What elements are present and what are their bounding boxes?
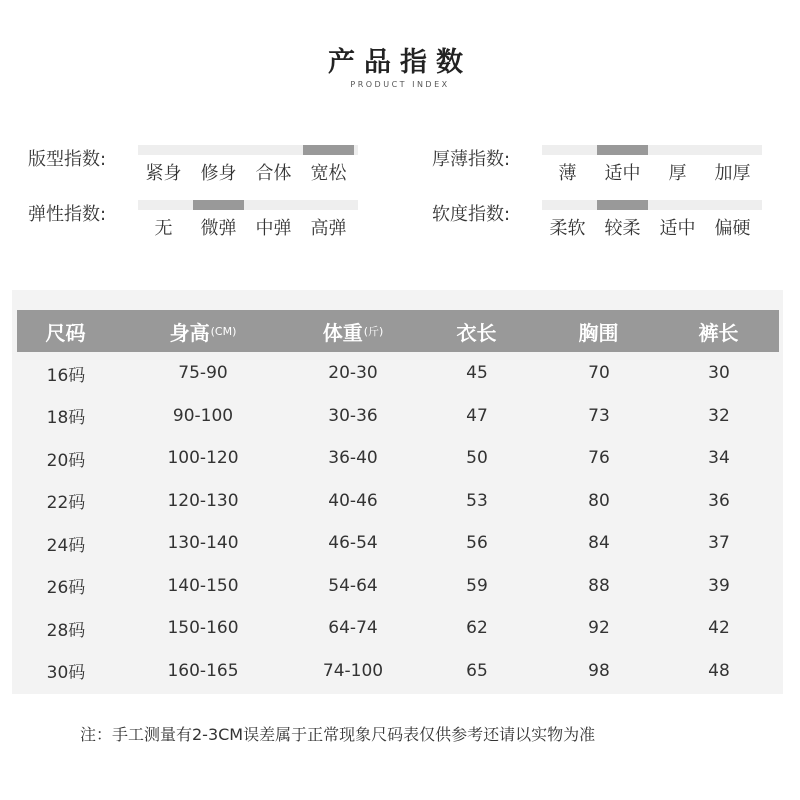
table-cell: 32 — [708, 405, 730, 426]
index-option: 较柔 — [604, 218, 641, 239]
index-selected-marker — [597, 200, 648, 210]
index-scale — [138, 200, 358, 250]
index-option: 柔软 — [549, 218, 586, 239]
table-cell: 36-40 — [328, 448, 378, 469]
footer-note: 注：手工测量有2-3CM误差属于正常现象尺码表仅供参考还请以实物为准 — [80, 725, 596, 744]
index-selected-marker — [193, 200, 244, 210]
table-cell: 80 — [588, 490, 610, 511]
header-cell-weight: 体重 (斤) — [322, 320, 384, 345]
table-cell: 16码 — [46, 365, 86, 386]
table-cell: 24码 — [46, 535, 86, 556]
table-row — [17, 437, 779, 480]
index-option: 微弹 — [200, 218, 237, 239]
table-cell: 48 — [708, 660, 730, 681]
table-cell: 46-54 — [328, 533, 378, 554]
table-cell: 130-140 — [167, 533, 239, 554]
table-cell: 39 — [708, 575, 730, 596]
index-track — [542, 145, 762, 155]
index-option: 无 — [154, 218, 173, 239]
table-cell: 42 — [708, 618, 730, 639]
table-cell: 53 — [466, 490, 488, 511]
table-cell: 22码 — [46, 493, 86, 514]
page-subtitle: PRODUCT INDEX — [350, 80, 450, 89]
table-cell: 65 — [466, 660, 488, 681]
size-table-body — [17, 352, 779, 692]
index-scale — [542, 145, 762, 195]
index-option: 合体 — [255, 163, 292, 184]
table-cell: 30码 — [46, 663, 86, 684]
index-option: 偏硬 — [714, 218, 751, 239]
table-cell: 20码 — [46, 450, 86, 471]
table-cell: 160-165 — [167, 660, 239, 681]
table-cell: 64-74 — [328, 618, 378, 639]
index-option: 适中 — [659, 218, 696, 239]
index-selected-marker — [597, 145, 648, 155]
header-cell-chest: 胸围 — [578, 320, 619, 345]
table-cell: 90-100 — [172, 405, 234, 426]
header-cell-top-length: 衣长 — [456, 320, 497, 345]
index-label: 厚薄指数: — [432, 149, 511, 170]
index-option: 加厚 — [714, 163, 751, 184]
table-cell: 120-130 — [167, 490, 239, 511]
table-cell: 59 — [466, 575, 488, 596]
header-cell-pants-length: 裤长 — [698, 320, 739, 345]
table-cell: 75-90 — [178, 363, 228, 384]
table-cell: 100-120 — [167, 448, 239, 469]
table-cell: 47 — [466, 405, 488, 426]
table-cell: 30 — [708, 363, 730, 384]
table-cell: 62 — [466, 618, 488, 639]
table-row — [17, 650, 779, 693]
index-track — [542, 200, 762, 210]
index-option: 薄 — [558, 163, 577, 184]
index-option: 中弹 — [255, 218, 292, 239]
table-cell: 45 — [466, 363, 488, 384]
index-option: 厚 — [668, 163, 687, 184]
table-cell: 34 — [708, 448, 730, 469]
table-cell: 76 — [588, 448, 610, 469]
index-option: 紧身 — [145, 163, 182, 184]
table-cell: 50 — [466, 448, 488, 469]
table-cell: 26码 — [46, 578, 86, 599]
header-cell-height: 身高 (CM) — [169, 320, 237, 345]
table-cell: 140-150 — [167, 575, 239, 596]
index-label: 版型指数: — [28, 149, 107, 170]
index-option: 适中 — [604, 163, 641, 184]
header-cell-size: 尺码 — [45, 320, 86, 345]
table-cell: 92 — [588, 618, 610, 639]
table-cell: 30-36 — [328, 405, 378, 426]
table-cell: 28码 — [46, 620, 86, 641]
table-cell: 73 — [588, 405, 610, 426]
table-cell: 84 — [588, 533, 610, 554]
index-option: 修身 — [200, 163, 237, 184]
table-cell: 37 — [708, 533, 730, 554]
index-scale — [542, 200, 762, 250]
table-row — [17, 565, 779, 608]
index-label: 软度指数: — [432, 204, 511, 225]
table-row — [17, 352, 779, 395]
table-cell: 88 — [588, 575, 610, 596]
table-row — [17, 522, 779, 565]
table-cell: 36 — [708, 490, 730, 511]
table-cell: 70 — [588, 363, 610, 384]
index-scale — [138, 145, 358, 195]
table-row — [17, 480, 779, 523]
index-track — [138, 200, 358, 210]
table-cell: 98 — [588, 660, 610, 681]
size-table — [17, 310, 779, 692]
page-title: 产品指数 — [328, 47, 472, 78]
table-cell: 20-30 — [328, 363, 378, 384]
table-row — [17, 607, 779, 650]
index-option: 高弹 — [310, 218, 347, 239]
table-cell: 40-46 — [328, 490, 378, 511]
size-table-header — [17, 310, 779, 352]
index-selected-marker — [303, 145, 354, 155]
index-option: 宽松 — [310, 163, 347, 184]
table-cell: 56 — [466, 533, 488, 554]
table-cell: 74-100 — [322, 660, 384, 681]
index-label: 弹性指数: — [28, 204, 107, 225]
table-cell: 150-160 — [167, 618, 239, 639]
table-row — [17, 395, 779, 438]
table-cell: 18码 — [46, 408, 86, 429]
table-cell: 54-64 — [328, 575, 378, 596]
